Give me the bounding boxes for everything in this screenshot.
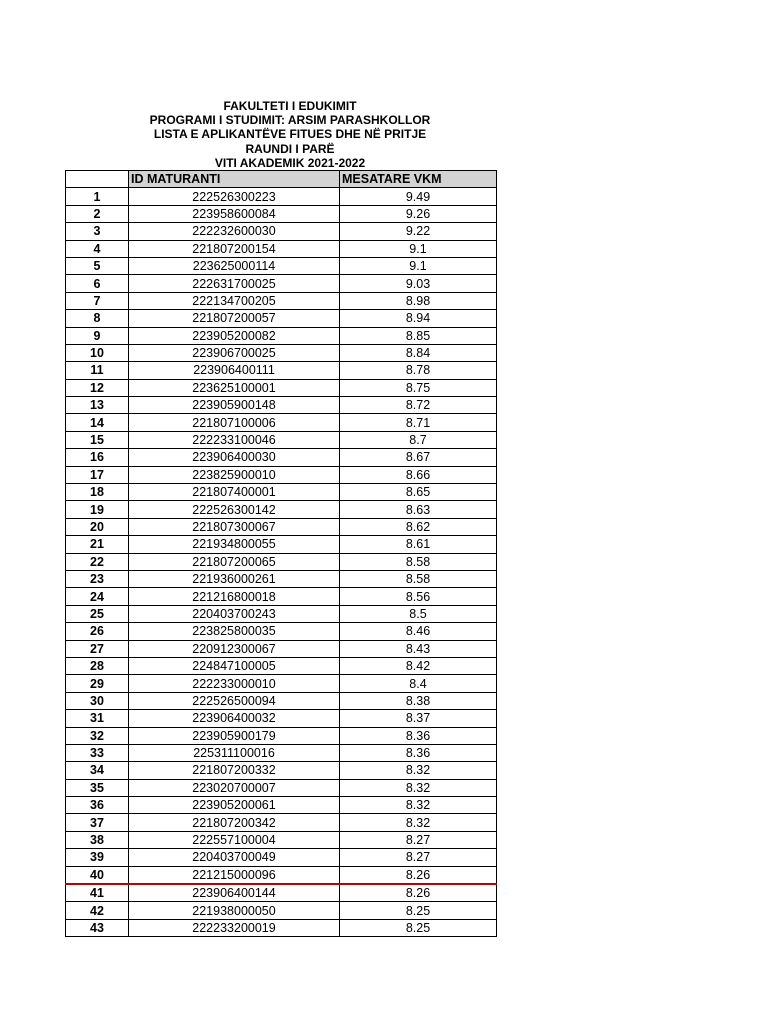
row-rank: 20	[66, 518, 129, 535]
table-row	[66, 727, 497, 744]
row-rank: 33	[66, 744, 129, 761]
row-grade-average: 8.32	[340, 779, 497, 796]
row-rank: 40	[66, 866, 129, 884]
row-rank: 23	[66, 570, 129, 587]
row-grade-average: 9.03	[340, 275, 497, 292]
row-grade-average: 8.38	[340, 692, 497, 709]
row-student-id: 221807100006	[129, 414, 340, 431]
results-table	[65, 170, 497, 937]
row-grade-average: 8.43	[340, 640, 497, 657]
row-student-id: 223625000114	[129, 257, 340, 274]
row-rank: 18	[66, 484, 129, 501]
row-grade-average: 8.65	[340, 484, 497, 501]
row-student-id: 223905200061	[129, 797, 340, 814]
table-row	[66, 588, 497, 605]
table-row	[66, 205, 497, 222]
row-student-id: 221807200154	[129, 240, 340, 257]
table-row	[66, 466, 497, 483]
table-row	[66, 675, 497, 692]
row-student-id: 222631700025	[129, 275, 340, 292]
row-student-id: 223905200082	[129, 327, 340, 344]
row-grade-average: 9.1	[340, 257, 497, 274]
row-grade-average: 8.85	[340, 327, 497, 344]
row-rank: 41	[66, 884, 129, 902]
row-rank: 4	[66, 240, 129, 257]
row-rank: 10	[66, 344, 129, 361]
row-student-id: 222526500094	[129, 692, 340, 709]
table-row	[66, 623, 497, 640]
row-student-id: 223906400032	[129, 710, 340, 727]
row-student-id: 222233000010	[129, 675, 340, 692]
row-student-id: 222526300142	[129, 501, 340, 518]
document-header	[100, 99, 480, 170]
row-student-id: 221807400001	[129, 484, 340, 501]
row-student-id: 221934800055	[129, 536, 340, 553]
row-student-id: 225311100016	[129, 744, 340, 761]
table-row	[66, 797, 497, 814]
row-grade-average: 8.63	[340, 501, 497, 518]
row-student-id: 221938000050	[129, 902, 340, 919]
row-grade-average: 8.32	[340, 814, 497, 831]
row-grade-average: 8.37	[340, 710, 497, 727]
row-rank: 9	[66, 327, 129, 344]
row-student-id: 221807200342	[129, 814, 340, 831]
row-grade-average: 8.36	[340, 727, 497, 744]
table-row	[66, 849, 497, 866]
table-row	[66, 379, 497, 396]
row-grade-average: 9.22	[340, 223, 497, 240]
table-row	[66, 779, 497, 796]
row-student-id: 221216800018	[129, 588, 340, 605]
row-grade-average: 8.4	[340, 675, 497, 692]
row-grade-average: 8.84	[340, 344, 497, 361]
table-row	[66, 640, 497, 657]
table-row	[66, 310, 497, 327]
row-student-id: 220403700049	[129, 849, 340, 866]
row-grade-average: 8.94	[340, 310, 497, 327]
table-row	[66, 692, 497, 709]
row-student-id: 221807200332	[129, 762, 340, 779]
rank-column-header	[66, 171, 129, 188]
row-grade-average: 8.46	[340, 623, 497, 640]
table-row	[66, 431, 497, 448]
row-rank: 19	[66, 501, 129, 518]
table-row	[66, 831, 497, 848]
table-row	[66, 657, 497, 674]
row-grade-average: 8.66	[340, 466, 497, 483]
row-grade-average: 8.27	[340, 849, 497, 866]
table-row	[66, 536, 497, 553]
row-rank: 39	[66, 849, 129, 866]
row-student-id: 223825800035	[129, 623, 340, 640]
row-student-id: 220403700243	[129, 605, 340, 622]
row-grade-average: 8.5	[340, 605, 497, 622]
row-student-id: 221215000096	[129, 866, 340, 884]
table-row	[66, 501, 497, 518]
row-rank: 31	[66, 710, 129, 727]
table-row	[66, 223, 497, 240]
row-grade-average: 8.75	[340, 379, 497, 396]
table-row	[66, 188, 497, 205]
row-grade-average: 8.27	[340, 831, 497, 848]
row-student-id: 223020700007	[129, 779, 340, 796]
table-row	[66, 518, 497, 535]
table-row	[66, 292, 497, 309]
row-grade-average: 8.26	[340, 884, 497, 902]
row-grade-average: 8.61	[340, 536, 497, 553]
table-row	[66, 344, 497, 361]
row-student-id: 223958600084	[129, 205, 340, 222]
row-grade-average: 9.1	[340, 240, 497, 257]
list-title: LISTA E APLIKANTËVE FITUES DHE NË PRITJE	[153, 127, 427, 142]
row-rank: 1	[66, 188, 129, 205]
row-grade-average: 8.98	[340, 292, 497, 309]
row-student-id: 224847100005	[129, 657, 340, 674]
table-row	[66, 919, 497, 936]
row-rank: 15	[66, 431, 129, 448]
row-student-id: 222232600030	[129, 223, 340, 240]
table-row	[66, 449, 497, 466]
row-grade-average: 8.71	[340, 414, 497, 431]
row-grade-average: 8.25	[340, 902, 497, 919]
row-student-id: 221807300067	[129, 518, 340, 535]
row-rank: 12	[66, 379, 129, 396]
row-student-id: 223906400111	[129, 362, 340, 379]
row-rank: 2	[66, 205, 129, 222]
row-grade-average: 8.72	[340, 397, 497, 414]
row-student-id: 223906400144	[129, 884, 340, 902]
row-grade-average: 8.25	[340, 919, 497, 936]
row-student-id: 221807200065	[129, 553, 340, 570]
row-student-id: 222233200019	[129, 919, 340, 936]
row-grade-average: 8.32	[340, 797, 497, 814]
row-rank: 36	[66, 797, 129, 814]
table-row	[66, 275, 497, 292]
row-grade-average: 8.58	[340, 570, 497, 587]
row-rank: 37	[66, 814, 129, 831]
row-rank: 8	[66, 310, 129, 327]
row-student-id: 222134700205	[129, 292, 340, 309]
table-row	[66, 814, 497, 831]
row-rank: 38	[66, 831, 129, 848]
row-rank: 30	[66, 692, 129, 709]
row-rank: 5	[66, 257, 129, 274]
row-student-id: 222557100004	[129, 831, 340, 848]
table-row	[66, 866, 497, 884]
row-grade-average: 8.7	[340, 431, 497, 448]
table-row	[66, 744, 497, 761]
row-rank: 6	[66, 275, 129, 292]
table-row	[66, 570, 497, 587]
row-student-id: 223906400030	[129, 449, 340, 466]
row-student-id: 222526300223	[129, 188, 340, 205]
row-grade-average: 8.42	[340, 657, 497, 674]
table-header-row	[66, 171, 497, 188]
table-row	[66, 884, 497, 902]
table-row	[66, 553, 497, 570]
row-rank: 28	[66, 657, 129, 674]
row-rank: 11	[66, 362, 129, 379]
row-rank: 3	[66, 223, 129, 240]
row-rank: 16	[66, 449, 129, 466]
row-student-id: 223825900010	[129, 466, 340, 483]
row-rank: 21	[66, 536, 129, 553]
row-student-id: 223905900148	[129, 397, 340, 414]
table-row	[66, 257, 497, 274]
row-grade-average: 8.56	[340, 588, 497, 605]
table-row	[66, 902, 497, 919]
faculty-title: FAKULTETI I EDUKIMIT	[223, 99, 357, 113]
table-row	[66, 240, 497, 257]
row-rank: 26	[66, 623, 129, 640]
id-column-header: ID MATURANTI	[129, 171, 340, 188]
row-rank: 42	[66, 902, 129, 919]
row-rank: 13	[66, 397, 129, 414]
row-rank: 14	[66, 414, 129, 431]
row-rank: 22	[66, 553, 129, 570]
row-rank: 27	[66, 640, 129, 657]
row-rank: 17	[66, 466, 129, 483]
row-rank: 7	[66, 292, 129, 309]
table-row	[66, 762, 497, 779]
table-row	[66, 362, 497, 379]
grade-column-header: MESATARE VKM	[340, 171, 497, 188]
row-student-id: 223906700025	[129, 344, 340, 361]
row-grade-average: 9.49	[340, 188, 497, 205]
table-row	[66, 327, 497, 344]
row-rank: 32	[66, 727, 129, 744]
row-rank: 34	[66, 762, 129, 779]
row-rank: 25	[66, 605, 129, 622]
row-rank: 35	[66, 779, 129, 796]
round-title: RAUNDI I PARË	[245, 141, 335, 156]
row-grade-average: 8.78	[340, 362, 497, 379]
table-row	[66, 605, 497, 622]
row-student-id: 220912300067	[129, 640, 340, 657]
table-row	[66, 484, 497, 501]
row-grade-average: 8.32	[340, 762, 497, 779]
row-grade-average: 9.26	[340, 205, 497, 222]
table-row	[66, 397, 497, 414]
row-rank: 43	[66, 919, 129, 936]
row-grade-average: 8.67	[340, 449, 497, 466]
row-grade-average: 8.36	[340, 744, 497, 761]
row-student-id: 221936000261	[129, 570, 340, 587]
row-rank: 24	[66, 588, 129, 605]
row-student-id: 221807200057	[129, 310, 340, 327]
table-row	[66, 414, 497, 431]
row-student-id: 222233100046	[129, 431, 340, 448]
academic-year-title: VITI AKADEMIK 2021-2022	[214, 155, 366, 170]
row-student-id: 223905900179	[129, 727, 340, 744]
program-title: PROGRAMI I STUDIMIT: ARSIM PARASHKOLLOR	[149, 113, 431, 128]
row-grade-average: 8.58	[340, 553, 497, 570]
row-student-id: 223625100001	[129, 379, 340, 396]
row-rank: 29	[66, 675, 129, 692]
row-grade-average: 8.62	[340, 518, 497, 535]
row-grade-average: 8.26	[340, 866, 497, 884]
table-row	[66, 710, 497, 727]
